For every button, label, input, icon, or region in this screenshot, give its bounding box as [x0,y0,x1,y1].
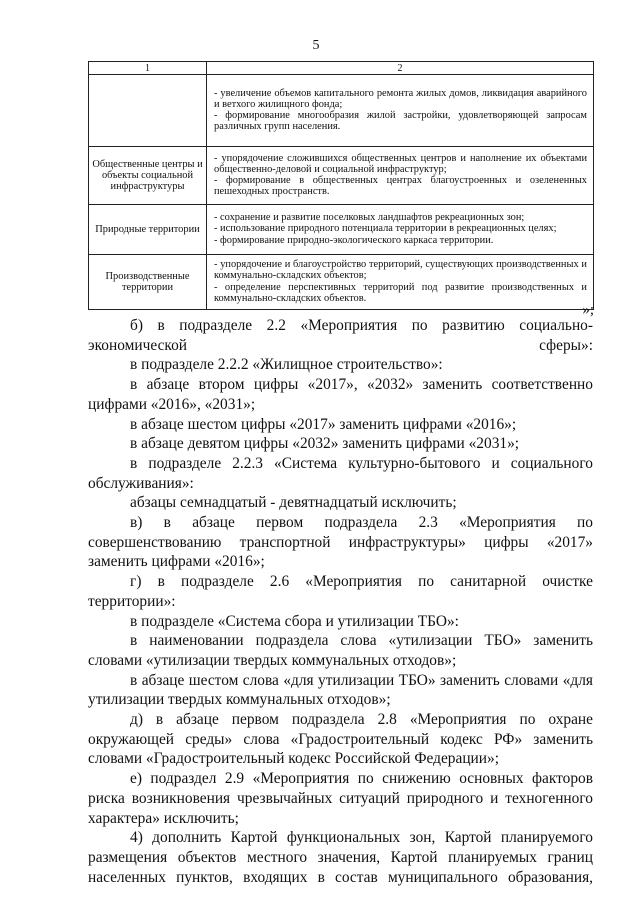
table-description-cell [207,147,594,205]
page-number: 5 [312,38,320,53]
table-description-cell [207,205,594,255]
paragraph: в наименовании подраздела слова «утилизации ТБО» заменить словами «утилизации твердых коммунальных отходов»; [88,632,593,669]
paragraph: в абзаце втором цифры «2017», «2032» заменить соответственно цифрами «2016», «2031»; [88,376,593,413]
table-header-cell: 2 [207,62,594,75]
table-row [89,147,594,205]
table-header-row [89,62,594,75]
table-category-cell [89,75,207,147]
paragraph: в подразделе «Система сбора и утилизации ТБО»: [130,612,459,630]
table-category-cell: Производственные территории [89,255,207,310]
table-row [89,255,594,310]
table-description-cell [207,255,594,310]
paragraph: в подразделе 2.2.3 «Система культурно-бытового и социального обслуживания»: [88,454,593,492]
paragraph: г) в подразделе 2.6 «Мероприятия по санитарной очистке территории»: [88,573,593,610]
paragraph: в абзаце девятом цифры «2032» заменить цифрами «2031»; [130,435,520,453]
table-category-cell: Общественные центры и объекты социальной инфраструктуры [89,147,207,205]
paragraph: д) в абзаце первом подраздела 2.8 «Мероприятия по охране окружающей среды» слова «Градостроительный кодекс РФ» заменить словами «Градостроительный кодекс Российской Федерации»; [88,711,593,768]
table-description-cell [207,75,594,147]
table-item: - формирование природно-экологического каркаса территории. [214,234,494,246]
zones-table [88,61,594,310]
table-row [89,75,594,147]
paragraph: в абзаце шестом цифры «2017» заменить цифрами «2016»; [130,415,517,433]
table-item: - использование природного потенциала территории в рекреационных целях; [214,223,557,235]
table-item: - определение перспективных территорий под развитие производственных и коммунально-складских объектов. [214,281,587,304]
table-item: - упорядочение сложившихся общественных центров и наполнение их объектами общественно-деловой и социальной инфраструктур; [214,152,587,175]
table-item: - увеличение объемов капитального ремонта жилых домов, ликвидация аварийного и ветхого жилищного фонда; [214,87,587,110]
paragraph: абзацы семнадцатый - девятнадцатый исключить; [130,494,457,512]
table-category-cell: Природные территории [89,205,207,255]
table-item: - сохранение и развитие поселковых ландшафтов рекреационных зон; [214,212,525,224]
table-item: - упорядочение и благоустройство территорий, существующих производственных и коммунально-складских объектов; [214,259,587,282]
paragraph: е) подраздел 2.9 «Мероприятия по снижению основных факторов риска возникновения чрезвычайных ситуаций природного и техногенного характера» исключить; [88,770,593,827]
paragraph: в) в абзаце первом подраздела 2.3 «Мероприятия по совершенствованию транспортной инфраструктуры» цифры «2017» заменить цифрами «2016»; [88,514,593,571]
table-row [89,205,594,255]
paragraph: в подразделе 2.2.2 «Жилищное строительство»: [130,356,443,374]
paragraph: в абзаце шестом слова «для утилизации ТБО» заменить словами «для утилизации твердых коммунальных отходов»; [88,671,593,709]
paragraph: 4) дополнить Картой функциональных зон, Картой планируемого размещения объектов местного значения, Картой планируемых границ населенных пунктов, входящих в состав муниципального образования, [88,829,593,886]
table-header-cell: 1 [89,62,207,75]
paragraph: б) в подразделе 2.2 «Мероприятия по развитию социально-экономической сферы»: [88,317,593,354]
table-item: - формирование в общественных центрах благоустроенных и озелененных пешеходных пространств. [214,175,587,198]
table-item: - формирование многообразия жилой застройки, удовлетворяющей запросам различных групп населения. [214,110,587,133]
closing-quote: »; [582,302,594,318]
body-text [88,316,593,887]
